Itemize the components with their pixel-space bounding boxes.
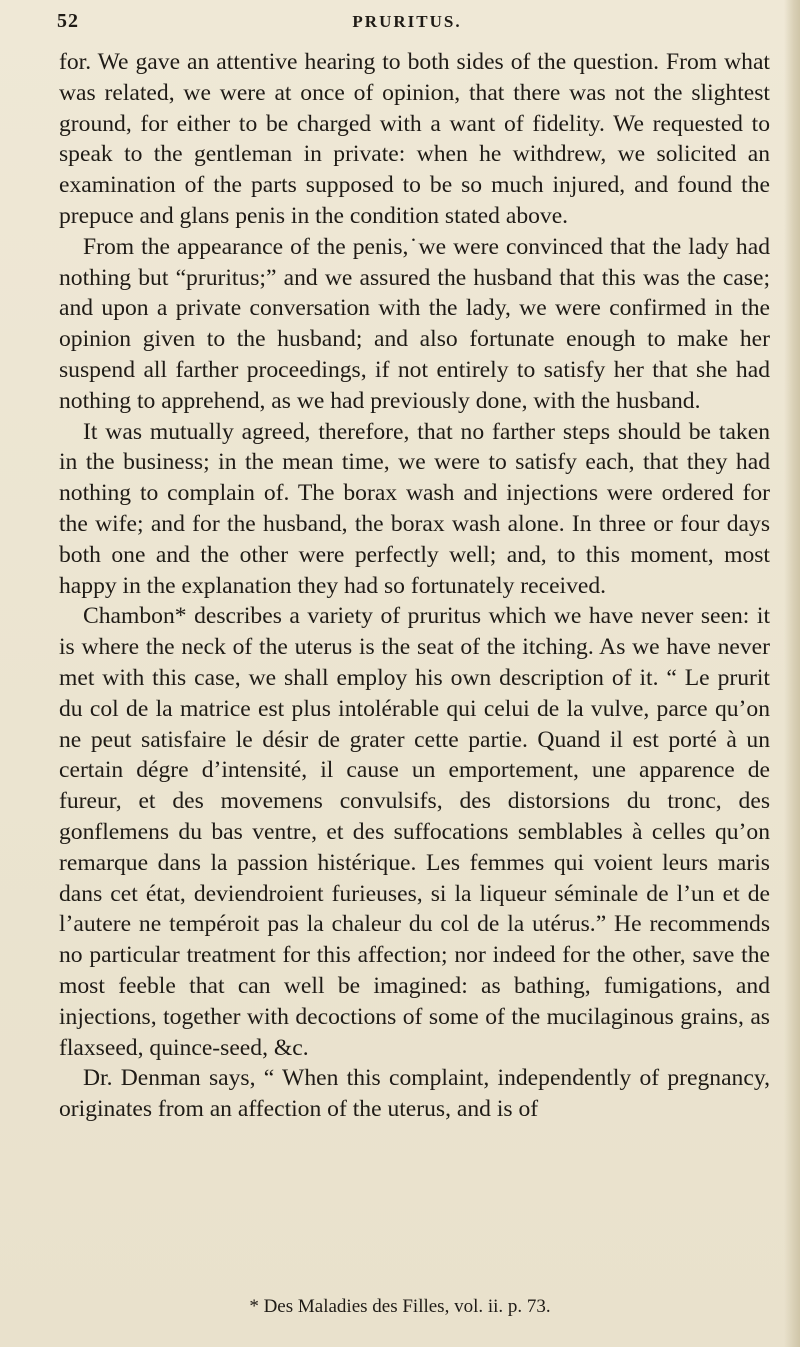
running-title: PRURITUS. — [352, 12, 462, 31]
paragraph-penis-appearance: From the appearance of the penis,˙we were convinced that the lady had nothing but “pruritus;” and we assured the husband that this was the case; and upon a private conversation with the lady, we were confirmed in the opinion given to the husband; and also fortunate enough to make her suspend all farther proceedings, if not entirely to satisfy her that she had nothing to apprehend, as we had previously done, with the husband. — [59, 233, 770, 414]
paragraph-denman: Dr. Denman says, “ When this complaint, independently of pregnancy, originates from an affection of the uterus, and is of — [59, 1065, 770, 1123]
paragraph-mutual-agreement: It was mutually agreed, therefore, that no farther steps should be taken in the business; in the mean time, we were to satisfy each, that they had nothing to complain of. The borax wash and injections were ordered for the wife; and for the husband, the borax wash alone. In three or four days both one and the other were perfectly well; and, to this moment, most happy in the explanation they had so fortunately received. — [59, 418, 770, 599]
footnote: * Des Maladies des Filles, vol. ii. p. 73. — [249, 1296, 551, 1317]
body-text — [59, 47, 770, 1125]
paragraph-continuation: for. We gave an attentive hearing to both sides of the question. From what was related, we were at once of opinion, that there was not the slightest ground, for either to be charged with a want of fidelity. We requested to speak to the gentleman in private: when he withdrew, we solicited an examination of the parts supposed to be so much injured, and found the prepuce and glans penis in the condition stated above. — [59, 49, 770, 229]
page-edge-shadow — [784, 0, 800, 1347]
paragraph-chambon: Chambon* describes a variety of pruritus which we have never seen: it is where the neck of the uterus is the seat of the itching. As we have never met with this case, we shall employ his own description of it. “ Le prurit du col de la matrice est plus intolérable qui celui de la vulve, parce qu’on ne peut satisfaire le désir de grater cette partie. Quand il est porté à un certain dégre d’intensité, il cause un emportement, une apparence de fureur, et des movemens convulsifs, des distorsions du tronc, des gonflemens du bas ventre, et des suffocations semblables à celles qu’on remarque dans la passion histérique. Les femmes qui voient leurs maris dans cet état, deviendroient furieuses, si la liqueur séminale de l’un et de l’autere ne tempéroit pas la chaleur du col de la utérus.” He recommends no particular treatment for this affection; nor indeed for the other, save the most feeble that can well be imagined: as bathing, fumigations, and injections, together with decoctions of some of the mucilaginous grains, as flaxseed, quince-seed, &c. — [59, 603, 770, 1061]
page-number: 52 — [57, 10, 79, 32]
page-header — [57, 10, 757, 36]
